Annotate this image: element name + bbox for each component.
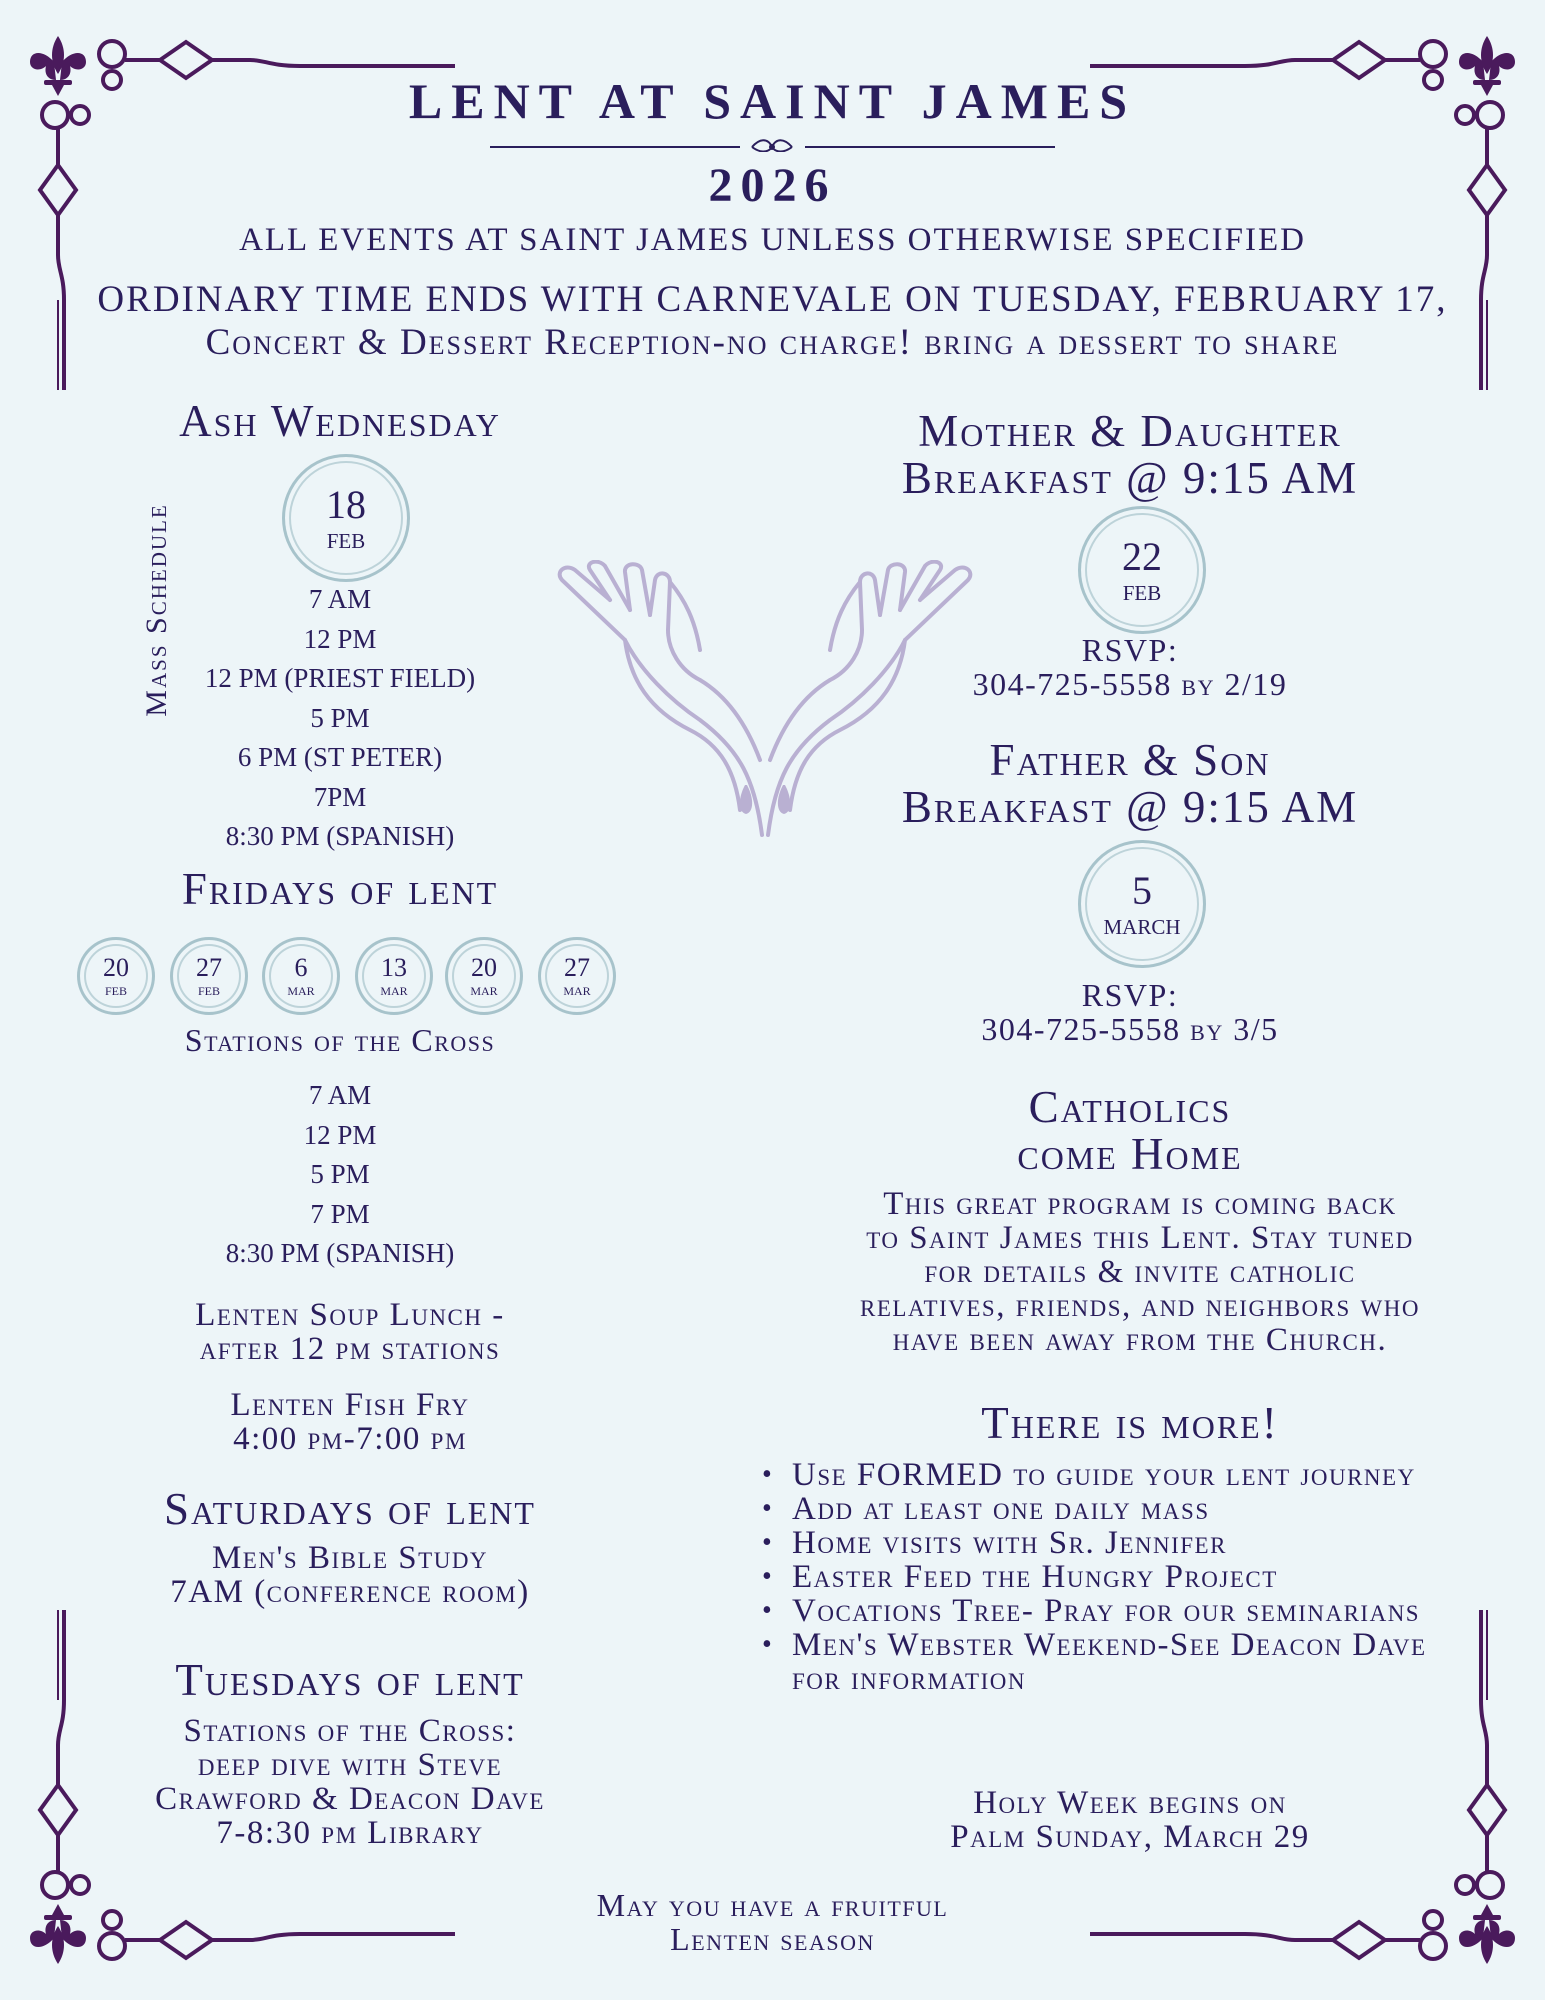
date-month: MAR [470,984,498,998]
closing-line-1: May you have a fruitful [596,1887,949,1923]
friday-date-badge [445,937,523,1015]
tuesdays-line-4: 7-8:30 pm Library [216,1815,484,1851]
ash-wednesday-times [160,580,520,857]
holy-week-line-2: Palm Sunday, March 29 [950,1819,1310,1855]
saturdays-details [90,1541,610,1609]
tuesdays-line-3: Crawford & Deacon Dave [155,1781,545,1817]
father-son-line-1: Father & Son [989,735,1271,785]
soup-lunch-line-1: Lenten Soup Lunch - [195,1297,505,1333]
closing-message [400,1888,1145,1956]
mother-daughter-heading [820,408,1440,502]
catholics-come-home-heading [820,1084,1440,1178]
intro-line-1: ORDINARY TIME ENDS WITH CARNEVALE ON TUESDAY, FEBRUARY 17, [97,279,1448,320]
friday-date-badge [77,937,155,1015]
date-day: 6 [294,953,308,982]
stations-time: 5 PM [310,1159,370,1189]
mass-time: 8:30 PM (SPANISH) [225,821,455,851]
saturdays-line-2: 7AM (conference room) [170,1574,530,1610]
stations-time: 7 PM [310,1198,370,1229]
tuesdays-details [80,1714,620,1850]
friday-date-badge [355,937,433,1015]
holy-week-note [820,1786,1440,1854]
date-day: 13 [381,953,407,982]
mass-time: 7PM [313,781,367,812]
father-son-date-badge [1078,840,1206,968]
cch-line-1: Catholics [1028,1082,1232,1132]
mass-time: 6 PM (ST PETER) [237,742,443,772]
friday-date-badge [170,937,248,1015]
date-day: 20 [103,953,129,982]
friday-date-badge [538,937,616,1015]
date-month: MAR [380,984,408,998]
date-month: FEB [104,984,127,998]
page-subtitle: ALL EVENTS AT SAINT JAMES UNLESS OTHERWISE SPECIFIED [239,222,1306,258]
page-year: 2026 [708,159,837,212]
more-item: • Men's Webster Weekend-See Deacon Dave for information [758,1628,1458,1696]
fish-fry-line-2: 4:00 pm-7:00 pm [233,1421,467,1457]
more-list [758,1458,1458,1696]
father-son-line-2: Breakfast @ 9:15 AM [901,782,1359,832]
friday-times [160,1076,520,1274]
date-day: 5 [1132,867,1152,913]
mass-time: 12 PM [303,623,377,654]
fish-fry-line-1: Lenten Fish Fry [230,1387,470,1423]
date-month: MAR [287,984,315,998]
rsvp-detail: 304-725-5558 by 2/19 [972,666,1288,702]
soup-lunch [90,1298,610,1366]
title-divider [490,138,1055,152]
date-month: FEB [197,984,220,998]
cch-line-2: come Home [1017,1129,1243,1179]
stations-time: 8:30 PM (SPANISH) [225,1238,455,1268]
stations-time: 7 AM [308,1080,372,1110]
more-item: • Easter Feed the Hungry Project [758,1560,1458,1594]
mother-daughter-line-1: Mother & Daughter [918,406,1342,456]
cch-body-line: This great program is coming back [883,1186,1397,1222]
date-month: FEB [326,528,366,553]
more-heading: There is more! [981,1398,1279,1448]
date-day: 27 [196,953,222,982]
more-item: • Use FORMED to guide your lent journey [758,1458,1458,1492]
stations-time: 12 PM [303,1119,377,1150]
father-son-heading [820,737,1440,831]
date-day: 20 [471,953,497,982]
closing-line-2: Lenten season [670,1921,875,1957]
mother-daughter-rsvp [820,633,1440,701]
mother-daughter-line-2: Breakfast @ 9:15 AM [901,453,1359,503]
date-month: MAR [563,984,591,998]
father-son-rsvp [820,978,1440,1046]
date-day: 18 [326,481,366,527]
saturdays-heading: Saturdays of lent [164,1484,536,1534]
page-title: LENT AT SAINT JAMES [408,73,1137,129]
mass-time: 5 PM [310,702,370,733]
date-month: MARCH [1103,914,1181,939]
mass-time: 7 AM [308,584,372,614]
intro-text [60,278,1485,364]
friday-date-badge [262,937,340,1015]
rsvp-label: RSVP: [1081,632,1179,668]
ash-wednesday-heading: Ash Wednesday [179,396,501,446]
ash-wednesday-date-badge [282,454,410,582]
tuesdays-line-1: Stations of the Cross: [183,1713,517,1749]
fish-fry [90,1388,610,1456]
rsvp-label: RSVP: [1081,977,1179,1013]
soup-lunch-line-2: after 12 pm stations [199,1331,501,1367]
more-item: • Vocations Tree- Pray for our seminarians [758,1594,1458,1628]
rsvp-detail: 304-725-5558 by 3/5 [981,1011,1279,1047]
mother-daughter-date-badge [1078,506,1206,634]
date-day: 27 [564,953,590,982]
cch-body-line: have been away from the Church. [892,1322,1388,1358]
tuesdays-heading: Tuesdays of lent [175,1655,525,1705]
catholics-come-home-body [780,1187,1500,1357]
fridays-heading: Fridays of lent [181,864,499,914]
cch-body-line: to Saint James this Lent. Stay tuned [866,1220,1414,1256]
mass-time: 12 PM (PRIEST FIELD) [204,663,476,693]
date-day: 22 [1122,533,1162,579]
tuesdays-line-2: deep dive with Steve [197,1747,503,1783]
saturdays-line-1: Men's Bible Study [211,1540,489,1576]
more-item: • Add at least one daily mass [758,1492,1458,1526]
intro-line-2: Concert & Dessert Reception-no charge! bring a dessert to share [205,322,1340,363]
stations-label: Stations of the Cross [184,1022,496,1058]
cch-body-line: for details & invite catholic [924,1254,1356,1290]
date-month: FEB [1122,580,1162,605]
more-item: • Home visits with Sr. Jennifer [758,1526,1458,1560]
holy-week-line-1: Holy Week begins on [973,1785,1287,1821]
cch-body-line: relatives, friends, and neighbors who [860,1288,1420,1324]
mass-schedule-label: Mass Schedule [140,503,173,717]
